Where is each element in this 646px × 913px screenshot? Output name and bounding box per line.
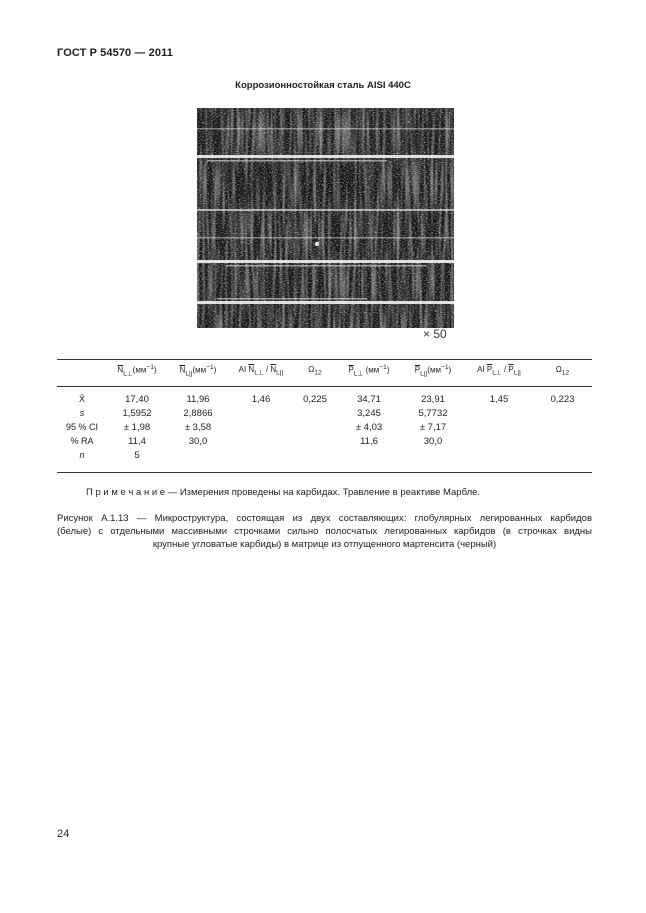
cell-c6: 5,7732 — [418, 407, 448, 419]
cell-c8 — [533, 406, 592, 420]
cell-c4 — [293, 406, 337, 420]
header-omega-1: $\Omega_{12}$ — [308, 365, 322, 377]
row-label: % RA — [70, 436, 94, 446]
cell-c3 — [229, 434, 293, 448]
cell-c5: 11,6 — [360, 435, 378, 447]
cell-c2 — [167, 448, 229, 462]
cell-c3 — [229, 420, 293, 434]
cell-c2: 30,0 — [188, 435, 208, 447]
magnification-label: × 50 — [423, 327, 447, 341]
header-ai-p: AI $\overline{P}_{L\perp} / \overline{P}_{L||}$ — [477, 365, 521, 377]
figure-caption — [57, 512, 592, 551]
cell-c3: 1,46 — [251, 393, 271, 405]
row-label: 95 % CI — [65, 422, 98, 432]
table-row — [57, 448, 592, 462]
caption-line-1: Рисунок А.1.13 — Микроструктура, состоящая из двух составляющих: глобулярных легированных карбидов — [57, 513, 592, 524]
cell-c8 — [533, 448, 592, 462]
row-label: s — [79, 408, 85, 418]
header-pl-par: $\overline{P}_{L||}(мм^{-1})$ — [414, 364, 452, 378]
table-note: П р и м е ч а н и е — Измерения проведены на карбидах. Травление в реактиве Марбле. — [86, 487, 481, 498]
cell-c1: 11,4 — [128, 435, 146, 447]
cell-c6: 23,91 — [421, 393, 445, 405]
table-row — [57, 384, 592, 406]
cell-c7 — [465, 420, 533, 434]
table-top-rule — [57, 359, 592, 360]
cell-c6: 30,0 — [423, 435, 443, 447]
cell-c4: 0,225 — [303, 393, 327, 405]
cell-c6 — [401, 448, 465, 462]
cell-c8 — [533, 420, 592, 434]
cell-c7: 1,45 — [489, 393, 509, 405]
header-nl-par: $\overline{N}_{L||}(мм^{-1})$ — [179, 364, 217, 378]
micrograph-image — [197, 108, 454, 328]
table-header-row — [57, 362, 592, 380]
header-pl-perp: $\overline{P}_{L\perp}$ $(мм^{-1})$ — [348, 364, 390, 378]
caption-line-2: (белые) с отдельными массивными строчками сильно полосчатых легированных карбидов (в строчках видны — [57, 526, 592, 537]
header-ai-n: AI $\overline{N}_{L\perp} / \overline{N}_{L||}$ — [238, 365, 284, 377]
cell-c7 — [465, 448, 533, 462]
cell-c5: 34,71 — [357, 393, 381, 405]
cell-c1: 5 — [134, 449, 140, 461]
figure-title: Коррозионностойкая сталь AISI 440C — [235, 80, 411, 91]
cell-c1: ± 1,98 — [123, 421, 151, 433]
document-header: ГОСТ Р 54570 — 2011 — [57, 47, 173, 59]
table-row — [57, 420, 592, 434]
cell-c6: ± 7,17 — [419, 421, 447, 433]
cell-c4 — [293, 434, 337, 448]
cell-c5 — [337, 448, 401, 462]
cell-c8: 0,223 — [550, 393, 575, 405]
cell-c2: ± 3,58 — [184, 421, 212, 433]
page-number: 24 — [57, 828, 70, 840]
measurement-table — [57, 366, 592, 462]
cell-c4 — [293, 420, 337, 434]
cell-c1: 1,5952 — [122, 407, 152, 419]
row-label: X̄ — [78, 394, 85, 404]
cell-c8 — [533, 434, 592, 448]
cell-c2: 11,96 — [186, 393, 210, 405]
cell-c4 — [293, 448, 337, 462]
table-bottom-rule — [57, 472, 592, 473]
cell-c5: 3,245 — [357, 407, 381, 419]
cell-c3 — [229, 448, 293, 462]
header-omega-2: $\Omega_{12}$ — [555, 365, 570, 377]
cell-c2: 2,8866 — [183, 407, 213, 419]
row-label: n — [79, 450, 85, 460]
table-row — [57, 434, 592, 448]
header-nl-perp: $\overline{N}_{L\perp}(мм^{-1})$ — [117, 364, 157, 378]
cell-c1: 17,40 — [125, 393, 149, 405]
table-row — [57, 406, 592, 420]
cell-c7 — [465, 406, 533, 420]
caption-line-3: крупные угловатые карбиды) в матрице из отпущенного мартенсита (черный) — [152, 539, 497, 550]
cell-c3 — [229, 406, 293, 420]
cell-c5: ± 4,03 — [355, 421, 383, 433]
cell-c7 — [465, 434, 533, 448]
header-empty — [57, 362, 107, 380]
